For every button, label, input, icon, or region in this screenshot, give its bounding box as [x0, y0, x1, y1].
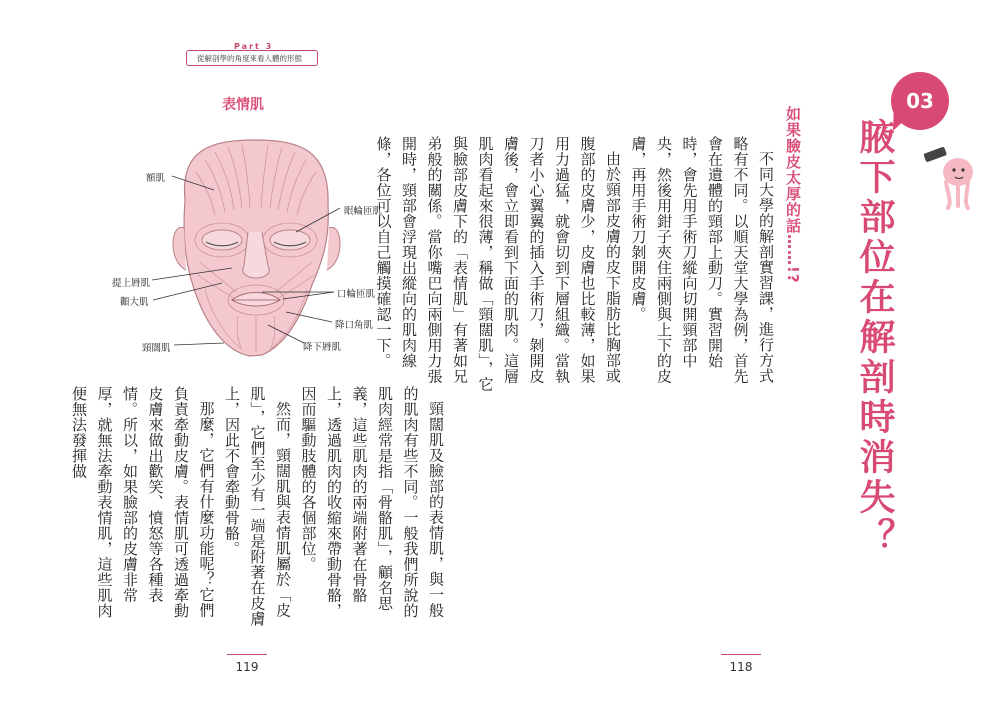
left-paragraph: 頸闊肌及臉部的表情肌，與一般的肌肉有些不同。一般我們所說的肌肉經常是指「骨骼肌」，顧名思義，這些肌肉的兩端附著在骨骼上，透過肌肉的收縮來帶動骨骼，因而驅動肢體的各個部位。: [299, 386, 445, 619]
chapter-title: 腋下部位在解剖時消失？: [854, 118, 895, 558]
label-orbicularis-oris: 口輪匝肌: [337, 289, 376, 300]
label-depressor-labii: 降下脣肌: [303, 342, 342, 353]
right-ear: [327, 227, 340, 270]
figure-title: 表情肌: [222, 97, 264, 113]
running-header-text: 從解剖學的角度來看人體的形態: [197, 54, 302, 63]
left-paragraph: 然而，頸闊肌與表情肌屬於「皮肌」，它們至少有一端是附著在皮膚上，因此不會牽動骨骼。: [223, 386, 292, 627]
right-page: [374, 0, 1000, 710]
label-zygomaticus: 顴大肌: [120, 297, 149, 308]
label-depressor-anguli: 降口角肌: [335, 320, 374, 331]
right-body-text: [370, 136, 778, 398]
chapter-number-badge: 03: [891, 72, 949, 130]
section-subhead: 如果臉皮太厚的話……!?: [784, 106, 802, 284]
page-number: 118: [729, 660, 753, 674]
part-label: Part 3: [234, 42, 274, 51]
label-platysma: 頸闊肌: [142, 343, 171, 354]
left-paragraph: 那麼，它們有什麼功能呢？它們負責牽動皮膚。表情肌可透過牽動皮膚來做出歡笑、憤怒等各種表情。所以，如果臉部的皮膚非常厚，就無法牽動表情肌，這些肌肉便無法發揮做: [70, 386, 216, 619]
label-orbicularis-oculi: 眼輪匝肌: [344, 206, 383, 217]
label-frontalis: 額肌: [146, 173, 166, 184]
label-levator-labii: 提上脣肌: [112, 278, 151, 289]
page-number: 119: [235, 660, 259, 674]
mascot-telescope-icon: [922, 140, 982, 210]
page-number-rule: [227, 654, 267, 655]
left-ear: [173, 227, 186, 270]
page-number-rule: [721, 654, 761, 655]
left-body-text: [66, 386, 449, 628]
right-paragraph: 不同大學的解剖實習課，進行方式略有不同。以順天堂大學為例，首先會在遺體的頸部上動刀。實習開始時，會先用手術刀縱向切開頸部中央，然後用鉗子夾住兩側與上下的皮膚，再用手術刀剝開皮膚。: [629, 136, 775, 384]
right-paragraph: 由於頸部皮膚的皮下脂肪比胸部或腹部的皮膚少，皮膚也比較薄，如果用力過猛，就會切到下層組織。當執刀者小心翼翼的插入手術刀，剝開皮膚後，會立即看到下面的肌肉。這層肌肉看起來很薄，稱做「頸闊肌」，它與臉部皮膚下的「表情肌」有著如兄弟般的關係。當你嘴巴向兩側用力張開時，頸部會浮現出縱向的肌肉線條，各位可以自己觸摸確認一下。: [374, 136, 622, 392]
